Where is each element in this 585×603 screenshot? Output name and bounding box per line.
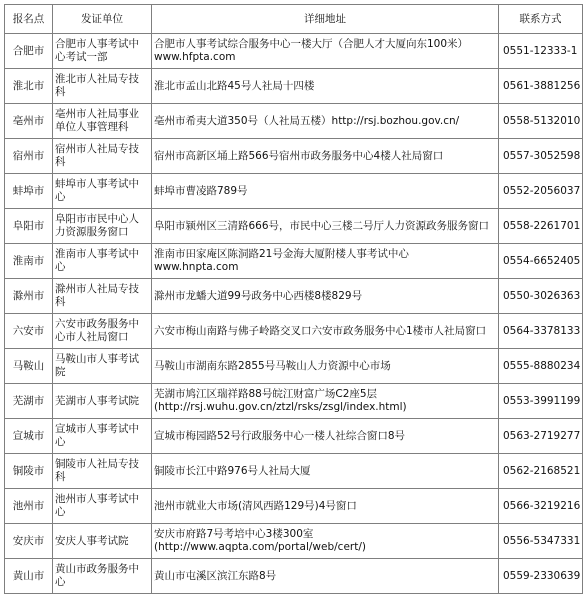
address-cell: 池州市就业大市场(清风西路129号)4号窗口 — [152, 489, 499, 524]
address-cell: 宿州市高新区埇上路566号宿州市政务服务中心4楼人社局窗口 — [152, 139, 499, 174]
city-cell: 淮南市 — [5, 244, 53, 279]
unit-cell: 宣城市人事考试中心 — [53, 419, 152, 454]
table-row — [5, 489, 583, 524]
address-cell: 六安市梅山南路与佛子岭路交叉口六安市政务服务中心1楼市人社局窗口 — [152, 314, 499, 349]
city-cell: 芜湖市 — [5, 384, 53, 419]
unit-cell: 淮南市人事考试中心 — [53, 244, 152, 279]
city-cell: 亳州市 — [5, 104, 53, 139]
unit-cell: 黄山市政务服务中心 — [53, 559, 152, 594]
table-row — [5, 174, 583, 209]
table-row — [5, 139, 583, 174]
phone-cell: 0550-3026363 — [499, 279, 583, 314]
phone-cell: 0554-6652405 — [499, 244, 583, 279]
address-cell: 滁州市龙蟠大道99号政务中心西楼8楼829号 — [152, 279, 499, 314]
phone-cell: 0557-3052598 — [499, 139, 583, 174]
table-row — [5, 279, 583, 314]
city-cell: 淮北市 — [5, 69, 53, 104]
address-cell: 马鞍山市湖南东路2855号马鞍山人力资源中心市场 — [152, 349, 499, 384]
table-row — [5, 209, 583, 244]
phone-cell: 0553-3991199 — [499, 384, 583, 419]
unit-cell: 宿州市人社局专技科 — [53, 139, 152, 174]
table-row — [5, 349, 583, 384]
city-cell: 阜阳市 — [5, 209, 53, 244]
phone-cell: 0558-2261701 — [499, 209, 583, 244]
table-row — [5, 524, 583, 559]
city-cell: 宣城市 — [5, 419, 53, 454]
unit-cell: 淮北市人社局专技科 — [53, 69, 152, 104]
unit-cell: 蚌埠市人事考试中心 — [53, 174, 152, 209]
table-row — [5, 559, 583, 594]
address-cell: 蚌埠市曹凌路789号 — [152, 174, 499, 209]
city-cell: 滁州市 — [5, 279, 53, 314]
city-cell: 马鞍山 — [5, 349, 53, 384]
header-row — [5, 5, 583, 34]
header-unit: 发证单位 — [53, 5, 152, 34]
phone-cell: 0559-2330639 — [499, 559, 583, 594]
phone-cell: 0555-8880234 — [499, 349, 583, 384]
city-cell: 安庆市 — [5, 524, 53, 559]
address-cell: 亳州市希夷大道350号（人社局五楼）http://rsj.bozhou.gov.cn/ — [152, 104, 499, 139]
phone-cell: 0564-3378133 — [499, 314, 583, 349]
address-cell: 合肥市人事考试综合服务中心一楼大厅（合肥人才大厦向东100米）www.hfpta.com — [152, 34, 499, 69]
phone-cell: 0551-12333-1 — [499, 34, 583, 69]
city-cell: 宿州市 — [5, 139, 53, 174]
table-row — [5, 384, 583, 419]
unit-cell: 阜阳市市民中心人力资源服务窗口 — [53, 209, 152, 244]
phone-cell: 0552-2056037 — [499, 174, 583, 209]
unit-cell: 六安市政务服务中心市人社局窗口 — [53, 314, 152, 349]
header-address: 详细地址 — [152, 5, 499, 34]
address-cell: 宣城市梅园路52号行政服务中心一楼人社综合窗口8号 — [152, 419, 499, 454]
header-city: 报名点 — [5, 5, 53, 34]
address-cell: 芜湖市鸠江区瑞祥路88号皖江财富广场C2座5层(http://rsj.wuhu.gov.cn/ztzl/rsks/zsgl/index.html) — [152, 384, 499, 419]
phone-cell: 0558-5132010 — [499, 104, 583, 139]
registration-table — [4, 4, 583, 594]
table-row — [5, 454, 583, 489]
table-row — [5, 419, 583, 454]
table-row — [5, 104, 583, 139]
unit-cell: 芜湖市人事考试院 — [53, 384, 152, 419]
city-cell: 黄山市 — [5, 559, 53, 594]
unit-cell: 铜陵市人社局专技科 — [53, 454, 152, 489]
city-cell: 合肥市 — [5, 34, 53, 69]
table-row — [5, 314, 583, 349]
address-cell: 安庆市府路7号考培中心3楼300室(http://www.aqpta.com/portal/web/cert/) — [152, 524, 499, 559]
address-cell: 淮南市田家庵区陈洞路21号金海大厦附楼人事考试中心 www.hnpta.com — [152, 244, 499, 279]
address-cell: 淮北市孟山北路45号人社局十四楼 — [152, 69, 499, 104]
city-cell: 池州市 — [5, 489, 53, 524]
city-cell: 铜陵市 — [5, 454, 53, 489]
unit-cell: 池州市人事考试中心 — [53, 489, 152, 524]
phone-cell: 0562-2168521 — [499, 454, 583, 489]
header-phone: 联系方式 — [499, 5, 583, 34]
unit-cell: 安庆人事考试院 — [53, 524, 152, 559]
phone-cell: 0566-3219216 — [499, 489, 583, 524]
table-row — [5, 34, 583, 69]
unit-cell: 滁州市人社局专技科 — [53, 279, 152, 314]
unit-cell: 马鞍山市人事考试院 — [53, 349, 152, 384]
phone-cell: 0556-5347331 — [499, 524, 583, 559]
phone-cell: 0563-2719277 — [499, 419, 583, 454]
city-cell: 六安市 — [5, 314, 53, 349]
phone-cell: 0561-3881256 — [499, 69, 583, 104]
table-row — [5, 69, 583, 104]
unit-cell: 合肥市人事考试中心考试一部 — [53, 34, 152, 69]
city-cell: 蚌埠市 — [5, 174, 53, 209]
address-cell: 阜阳市颍州区三清路666号，市民中心三楼二号厅人力资源政务服务窗口 — [152, 209, 499, 244]
address-cell: 黄山市屯溪区滨江东路8号 — [152, 559, 499, 594]
unit-cell: 亳州市人社局事业单位人事管理科 — [53, 104, 152, 139]
table-row — [5, 244, 583, 279]
address-cell: 铜陵市长江中路976号人社局大厦 — [152, 454, 499, 489]
